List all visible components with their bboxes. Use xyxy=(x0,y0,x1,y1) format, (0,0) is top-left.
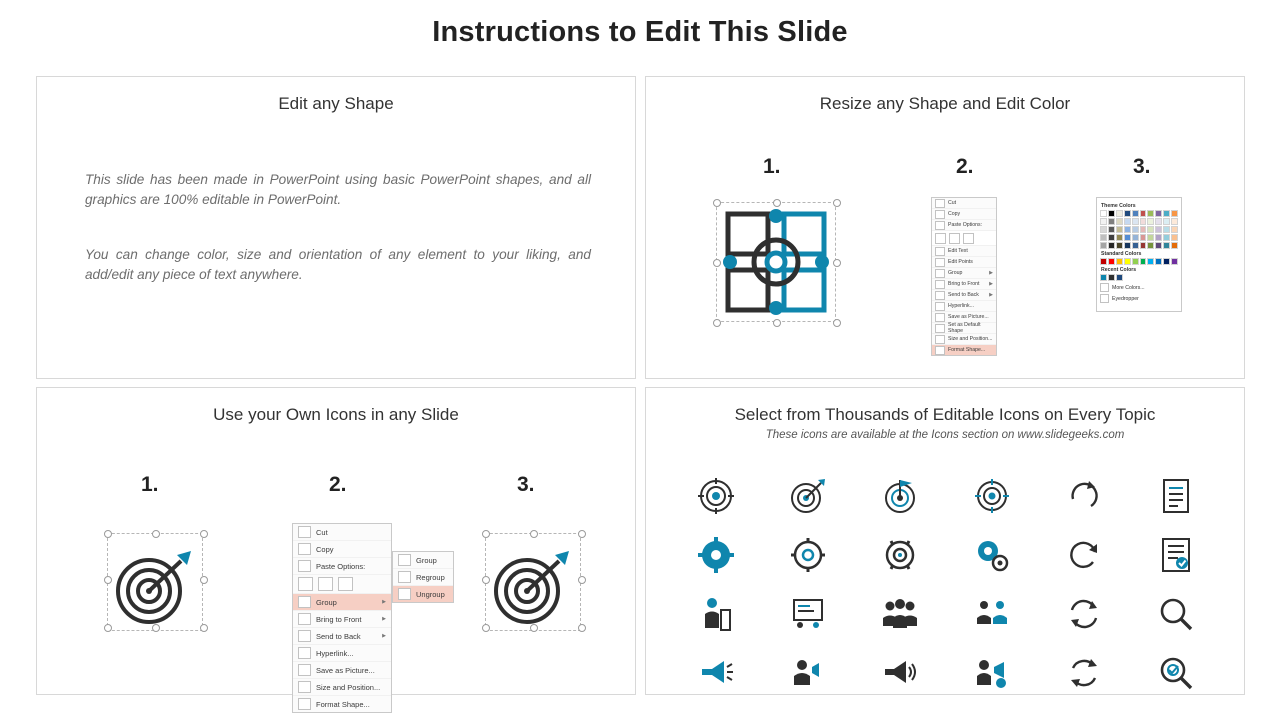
context-menu-label: Size and Position... xyxy=(316,682,381,692)
context-menu-label: Copy xyxy=(316,544,334,554)
own-icons-context-menu[interactable] xyxy=(292,523,392,713)
group-icon xyxy=(398,554,411,566)
context-menu-item-group[interactable] xyxy=(293,594,391,611)
context-menu-item[interactable] xyxy=(932,198,996,209)
context-menu-item[interactable] xyxy=(293,645,391,662)
search-target-icon[interactable] xyxy=(1156,653,1196,693)
context-menu-item[interactable] xyxy=(932,268,996,279)
group-submenu[interactable] xyxy=(392,551,454,603)
presentation-board-icon[interactable] xyxy=(788,594,828,634)
theme-swatch-row[interactable] xyxy=(1100,242,1178,249)
gear-teal-icon[interactable] xyxy=(696,535,736,575)
panel-title-edit-shape: Edit any Shape xyxy=(278,94,394,113)
eyedropper-label: Eyedropper xyxy=(1112,295,1139,302)
size-position-icon xyxy=(935,335,945,344)
megaphone-icon[interactable] xyxy=(696,653,736,693)
context-menu-item[interactable] xyxy=(293,696,391,712)
edit-points-icon xyxy=(935,258,945,267)
context-menu-label: Save as Picture... xyxy=(316,665,375,675)
context-menu-label: Edit Text xyxy=(948,248,968,254)
context-menu-item[interactable] xyxy=(932,279,996,290)
ungroup-icon xyxy=(398,588,411,600)
context-menu-label: Send to Back xyxy=(948,292,979,298)
context-menu-item[interactable] xyxy=(932,323,996,334)
context-menu-label: Format Shape... xyxy=(948,347,986,353)
more-colors-label: More Colors... xyxy=(1112,284,1145,291)
circular-arrow-icon[interactable] xyxy=(1064,535,1104,575)
dart-target-preview-1 xyxy=(107,543,203,621)
loudspeaker-icon[interactable] xyxy=(880,653,920,693)
panel-title-editable-icons: Select from Thousands of Editable Icons on Every Topic xyxy=(734,405,1156,424)
own-icons-step-1-label: 1. xyxy=(141,473,159,496)
context-menu-label: Edit Points xyxy=(948,259,973,265)
resize-context-menu[interactable] xyxy=(931,197,997,356)
context-menu-label: Bring to Front xyxy=(316,614,362,624)
context-menu-item-format-shape[interactable] xyxy=(932,345,996,355)
panel-edit-any-shape xyxy=(36,76,636,379)
context-menu-item[interactable] xyxy=(293,611,391,628)
panel-editable-icons xyxy=(645,387,1245,695)
chevron-right-icon: ▶ xyxy=(382,599,386,605)
submenu-label: Group xyxy=(416,555,437,565)
context-menu-label: Group xyxy=(948,270,963,276)
context-menu-label: Copy xyxy=(948,211,961,217)
context-menu-item[interactable] xyxy=(932,334,996,345)
recycle-arrows-icon[interactable] xyxy=(1064,653,1104,693)
theme-swatch-row[interactable] xyxy=(1100,218,1178,225)
panel-title-own-icons: Use your Own Icons in any Slide xyxy=(213,405,459,424)
context-menu-label: Group xyxy=(316,597,337,607)
paste-icon xyxy=(298,560,311,572)
cut-icon xyxy=(935,199,945,208)
format-shape-icon xyxy=(298,698,311,710)
paste-icon xyxy=(935,221,945,230)
bring-to-front-icon xyxy=(935,280,945,289)
editable-icons-subtitle: These icons are available at the Icons section on www.slidegeeks.com xyxy=(765,429,1125,441)
theme-colors-label: Theme Colors xyxy=(1101,203,1136,209)
context-menu-item[interactable] xyxy=(293,558,391,575)
paste-options-row[interactable] xyxy=(932,231,996,246)
context-menu-label: Hyperlink... xyxy=(316,648,354,658)
context-menu-label: Paste Options: xyxy=(948,222,983,228)
theme-swatch-row[interactable] xyxy=(1100,234,1178,241)
own-icons-step-3-label: 3. xyxy=(517,473,535,496)
context-menu-item[interactable] xyxy=(932,220,996,231)
paste-keep-icon xyxy=(298,577,313,591)
group-people-icon[interactable] xyxy=(880,594,920,634)
sync-arrows-icon[interactable] xyxy=(1064,594,1104,634)
own-icons-step-2-label: 2. xyxy=(329,473,347,496)
more-colors-icon xyxy=(1100,283,1109,292)
color-palette-popup[interactable] xyxy=(1096,197,1182,312)
paste-options-row[interactable] xyxy=(293,575,391,594)
paste-picture-icon xyxy=(963,233,974,244)
document-check-icon[interactable] xyxy=(1156,535,1196,575)
refresh-arrow-icon[interactable] xyxy=(1064,476,1104,516)
submenu-item-ungroup[interactable] xyxy=(393,586,453,602)
magnifier-icon[interactable] xyxy=(1156,594,1196,634)
edit-text-icon xyxy=(935,247,945,256)
icon-gallery-grid xyxy=(670,466,1222,702)
paste-picture-icon xyxy=(338,577,353,591)
edit-shape-paragraph-1: This slide has been made in PowerPoint using basic PowerPoint shapes, and all graphics are 100% editable in PowerPoint. xyxy=(85,172,591,207)
panel-resize-any-shape xyxy=(645,76,1245,379)
dartboard-arrow-icon[interactable] xyxy=(788,476,828,516)
context-menu-item[interactable] xyxy=(932,246,996,257)
bring-to-front-icon xyxy=(298,613,311,625)
regroup-icon xyxy=(398,571,411,583)
context-menu-item[interactable] xyxy=(932,257,996,268)
group-icon xyxy=(298,596,311,608)
resize-step-3-label: 3. xyxy=(1133,155,1151,178)
gear-outline-icon[interactable] xyxy=(788,535,828,575)
panel-title-resize-shape: Resize any Shape and Edit Color xyxy=(819,94,1071,113)
resize-step-2-label: 2. xyxy=(956,155,974,178)
context-menu-label: Bring to Front xyxy=(948,281,980,287)
gear-double-icon[interactable] xyxy=(972,535,1012,575)
context-menu-item[interactable] xyxy=(932,290,996,301)
context-menu-label: Hyperlink... xyxy=(948,303,974,309)
format-shape-icon xyxy=(935,346,945,355)
theme-swatch-row[interactable] xyxy=(1100,226,1178,233)
context-menu-label: Set as Default Shape xyxy=(948,322,981,334)
context-menu-label: Format Shape... xyxy=(316,699,370,709)
copy-icon xyxy=(935,210,945,219)
paste-keep-icon xyxy=(935,233,946,244)
group-icon xyxy=(935,269,945,278)
context-menu-label: Cut xyxy=(948,200,957,206)
recent-swatch-row[interactable] xyxy=(1100,274,1178,281)
theme-swatch-row[interactable] xyxy=(1100,210,1178,217)
crosshair-target-icon[interactable] xyxy=(972,476,1012,516)
document-list-icon[interactable] xyxy=(1156,476,1196,516)
submenu-item-group[interactable] xyxy=(393,552,453,569)
paste-merge-icon xyxy=(318,577,333,591)
context-menu-label: Send to Back xyxy=(316,631,361,641)
submenu-label: Regroup xyxy=(416,572,445,582)
chevron-right-icon: ▶ xyxy=(989,292,993,298)
context-menu-item[interactable] xyxy=(293,662,391,679)
context-menu-item[interactable] xyxy=(293,524,391,541)
chevron-right-icon: ▶ xyxy=(989,281,993,287)
standard-colors-label: Standard Colors xyxy=(1101,251,1142,257)
context-menu-label: Paste Options: xyxy=(316,561,366,571)
send-to-back-icon xyxy=(935,291,945,300)
context-menu-label: Size and Position... xyxy=(948,336,993,342)
page-title: Instructions to Edit This Slide xyxy=(432,16,848,48)
chevron-right-icon: ▶ xyxy=(382,616,386,622)
default-shape-icon xyxy=(935,324,945,333)
hyperlink-icon xyxy=(298,647,311,659)
chevron-right-icon: ▶ xyxy=(382,633,386,639)
standard-swatch-row[interactable] xyxy=(1100,258,1178,265)
resize-step-1-label: 1. xyxy=(763,155,781,178)
context-menu-item[interactable] xyxy=(932,301,996,312)
hyperlink-icon xyxy=(935,302,945,311)
eyedropper-icon xyxy=(1100,294,1109,303)
edit-shape-paragraph-2: You can change color, size and orientation of any element to your liking, and add/edit any piece of text anywhere. xyxy=(85,247,591,282)
person-speaker-icon[interactable] xyxy=(788,653,828,693)
resize-shape-preview xyxy=(716,202,836,322)
gear-target-icon[interactable] xyxy=(880,535,920,575)
recent-colors-label: Recent Colors xyxy=(1101,267,1137,273)
context-menu-item[interactable] xyxy=(293,628,391,645)
dart-target-preview-2 xyxy=(485,543,581,621)
target-flag-icon[interactable] xyxy=(880,476,920,516)
size-position-icon xyxy=(298,681,311,693)
save-as-picture-icon xyxy=(298,664,311,676)
cut-icon xyxy=(298,526,311,538)
announce-person-icon[interactable] xyxy=(972,653,1012,693)
more-colors-item[interactable] xyxy=(1100,283,1178,292)
context-menu-item[interactable] xyxy=(293,679,391,696)
send-to-back-icon xyxy=(298,630,311,642)
submenu-label: Ungroup xyxy=(416,589,445,599)
copy-icon xyxy=(298,543,311,555)
save-as-picture-icon xyxy=(935,313,945,322)
eyedropper-item[interactable] xyxy=(1100,294,1178,303)
context-menu-label: Save as Picture... xyxy=(948,314,989,320)
panel-use-own-icons xyxy=(36,387,636,709)
submenu-item-regroup[interactable] xyxy=(393,569,453,586)
target-diamond-icon[interactable] xyxy=(696,476,736,516)
context-menu-label: Cut xyxy=(316,527,328,537)
paste-merge-icon xyxy=(949,233,960,244)
team-meeting-icon[interactable] xyxy=(972,594,1012,634)
person-podium-icon[interactable] xyxy=(696,594,736,634)
context-menu-item[interactable] xyxy=(293,541,391,558)
context-menu-item[interactable] xyxy=(932,209,996,220)
chevron-right-icon: ▶ xyxy=(989,270,993,276)
